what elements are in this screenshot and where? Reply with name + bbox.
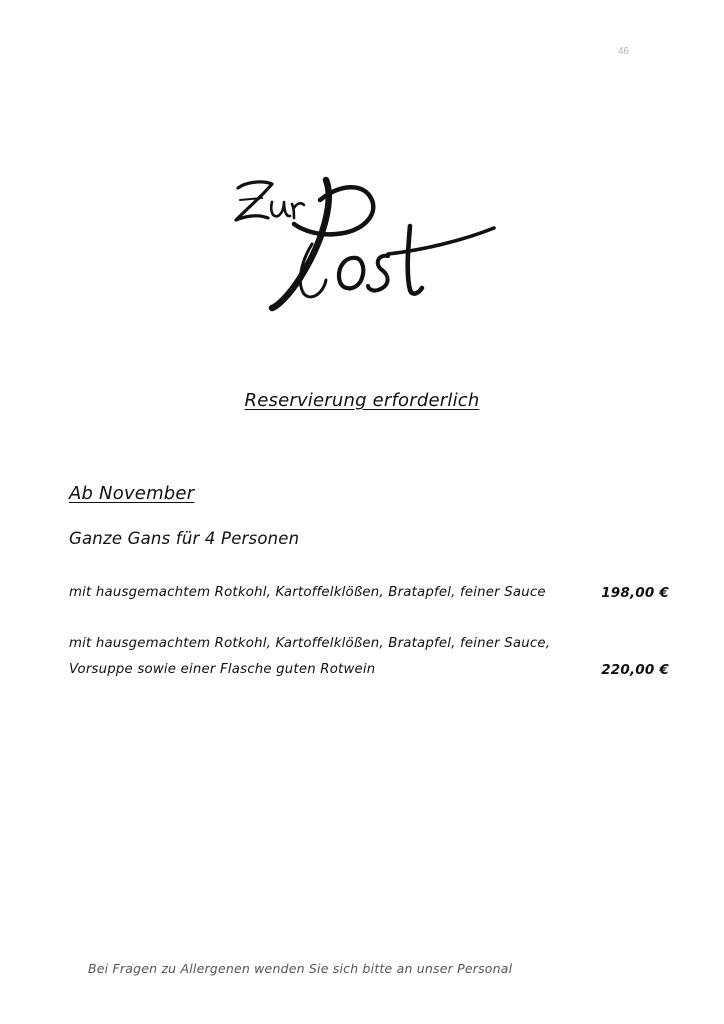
offer-2-price: 220,00 € <box>601 662 669 678</box>
section-heading: Ab November <box>69 483 195 504</box>
offer-2-description-line-2: Vorsuppe sowie einer Flasche guten Rotwein <box>69 662 376 677</box>
zur-post-logo <box>228 170 500 320</box>
reservation-note: Reservierung erforderlich <box>244 390 480 411</box>
item-title: Ganze Gans für 4 Personen <box>69 529 300 548</box>
offer-2-description-line-1: mit hausgemachtem Rotkohl, Kartoffelklößen, Bratapfel, feiner Sauce, <box>69 636 551 651</box>
offer-1-price: 198,00 € <box>601 585 669 601</box>
allergen-footer-note: Bei Fragen zu Allergenen wenden Sie sich bitte an unser Personal <box>88 961 513 976</box>
page-number: 46 <box>618 46 630 57</box>
offer-1-description: mit hausgemachtem Rotkohl, Kartoffelklößen, Bratapfel, feiner Sauce <box>69 585 546 600</box>
